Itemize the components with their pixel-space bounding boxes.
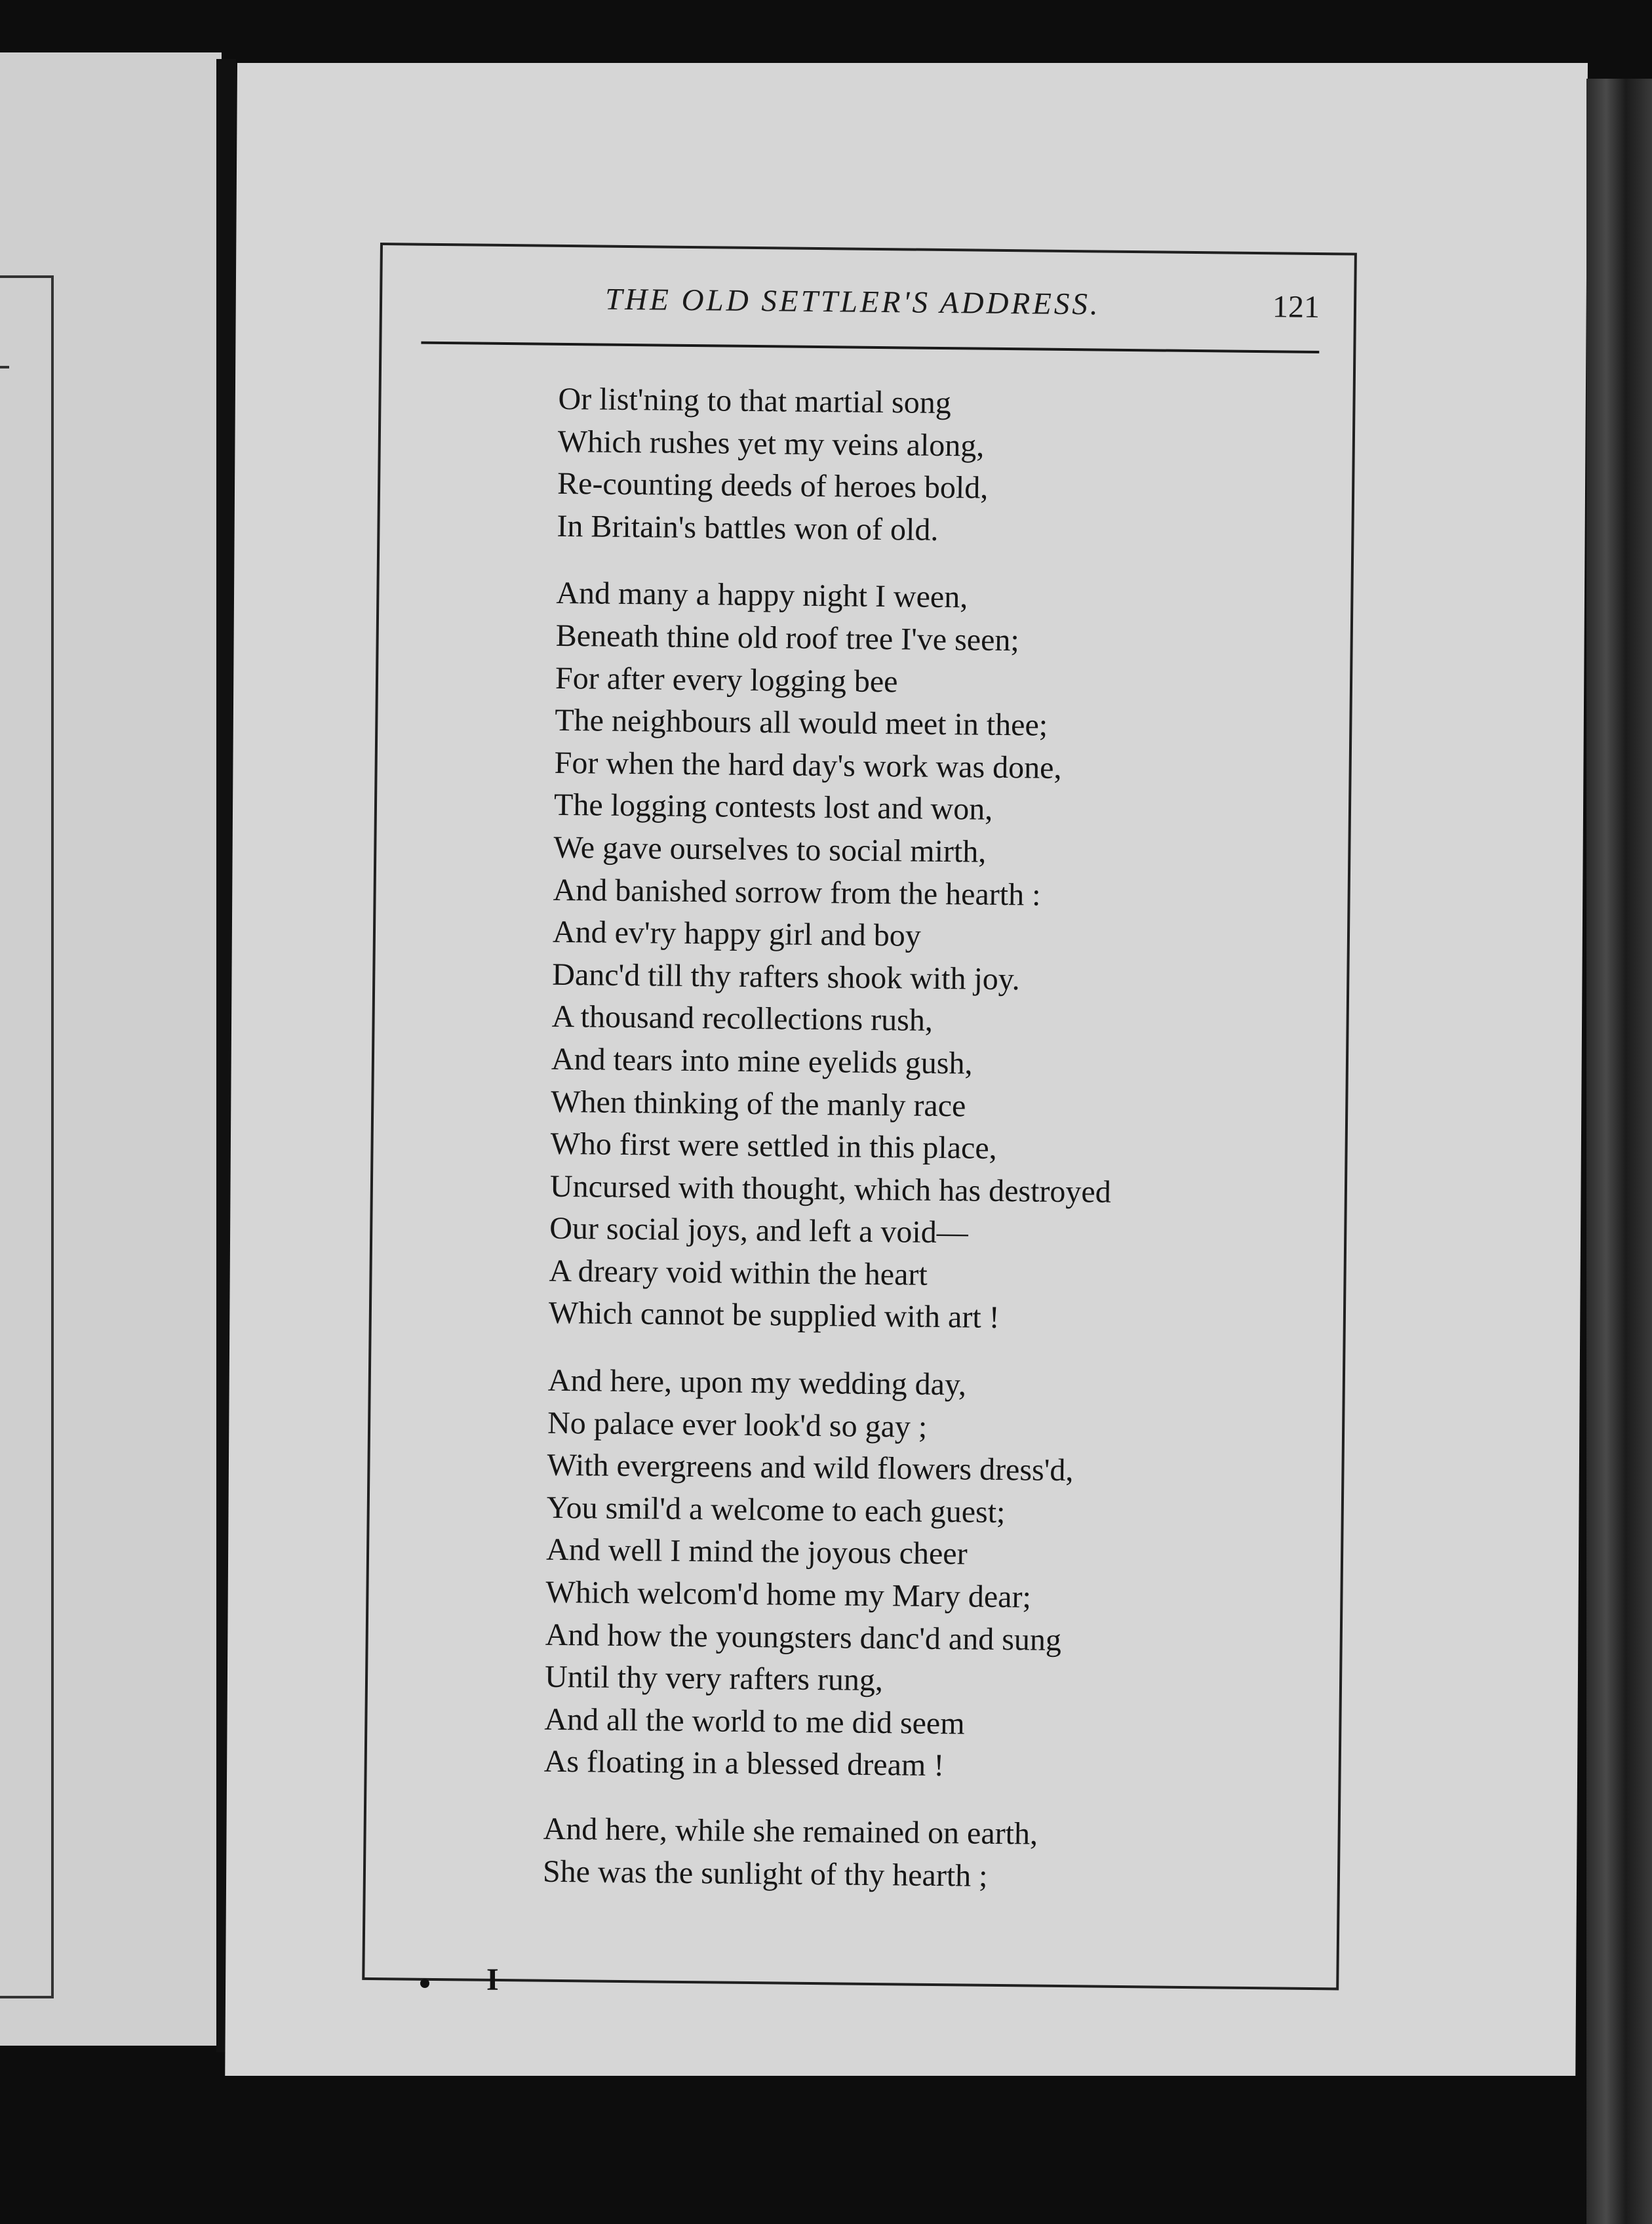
poem-line: A dreary void within the heart bbox=[549, 1253, 928, 1292]
facing-page-text-frame bbox=[0, 275, 54, 1998]
poem-line: In Britain's battles won of old. bbox=[557, 508, 939, 547]
stanza bbox=[543, 1808, 1317, 1901]
poem-line: And well I mind the joyous cheer bbox=[545, 1532, 968, 1572]
poem-line: She was the sunlight of thy hearth ; bbox=[542, 1854, 988, 1894]
ink-dot bbox=[420, 1979, 429, 1988]
poem-line: Or list'ning to that martial song bbox=[558, 381, 952, 421]
facing-page-mark bbox=[0, 366, 9, 368]
poem-line: For after every logging bee bbox=[555, 660, 898, 699]
stanza bbox=[557, 378, 1332, 556]
page-edge-shadow bbox=[1586, 79, 1652, 2224]
poem-line: And banished sorrow from the hearth : bbox=[553, 872, 1041, 913]
page-header bbox=[382, 279, 1354, 349]
page-number: 121 bbox=[1272, 289, 1320, 325]
poem-line: Re-counting deeds of heroes bold, bbox=[557, 466, 989, 506]
poem-line: And tears into mine eyelids gush, bbox=[551, 1041, 973, 1081]
poem-line: The logging contests lost and won, bbox=[553, 787, 993, 827]
poem-line: Our social joys, and left a void— bbox=[549, 1211, 969, 1250]
poem-line: The neighbours all would meet in thee; bbox=[555, 702, 1048, 743]
poem-line: And many a happy night I ween, bbox=[556, 576, 968, 615]
signature-mark: I bbox=[486, 1962, 499, 1997]
poem-body bbox=[542, 378, 1332, 1926]
stanza bbox=[549, 572, 1330, 1343]
poem-line: Which welcom'd home my Mary dear; bbox=[545, 1574, 1032, 1615]
poem-line: And here, upon my wedding day, bbox=[547, 1362, 967, 1402]
poem-line: With evergreens and wild flowers dress'd, bbox=[547, 1448, 1074, 1488]
poem-line: We gave ourselves to social mirth, bbox=[553, 829, 987, 869]
text-frame bbox=[362, 243, 1357, 1990]
poem-line: Who first were settled in this place, bbox=[550, 1126, 997, 1166]
poem-line: Danc'd till thy rafters shook with joy. bbox=[552, 957, 1020, 997]
poem-line: When thinking of the manly race bbox=[551, 1084, 966, 1123]
poem-line: Which rushes yet my veins along, bbox=[557, 424, 985, 464]
poem-line: As floating in a blessed dream ! bbox=[543, 1744, 945, 1783]
poem-line: And how the youngsters danc'd and sung bbox=[545, 1617, 1062, 1658]
poem-line: And here, while she remained on earth, bbox=[543, 1811, 1038, 1852]
stanza bbox=[543, 1360, 1322, 1791]
poem-line: A thousand recollections rush, bbox=[551, 999, 934, 1039]
poem-line: Which cannot be supplied with art ! bbox=[548, 1296, 1000, 1336]
poem-line: You smil'd a welcome to each guest; bbox=[546, 1490, 1006, 1530]
poem-line: No palace ever look'd so gay ; bbox=[547, 1405, 928, 1444]
poem-line: For when the hard day's work was done, bbox=[554, 745, 1062, 785]
running-title: THE OLD SETTLER'S ADDRESS. bbox=[604, 282, 1101, 322]
poem-line: Until thy very rafters rung, bbox=[544, 1659, 884, 1698]
poem-line: Beneath thine old roof tree I've seen; bbox=[555, 618, 1020, 658]
poem-line: And ev'ry happy girl and boy bbox=[552, 914, 922, 953]
poem-line: Uncursed with thought, which has destroyed bbox=[549, 1168, 1112, 1210]
facing-page bbox=[0, 52, 222, 2046]
poem-line: And all the world to me did seem bbox=[544, 1701, 965, 1741]
